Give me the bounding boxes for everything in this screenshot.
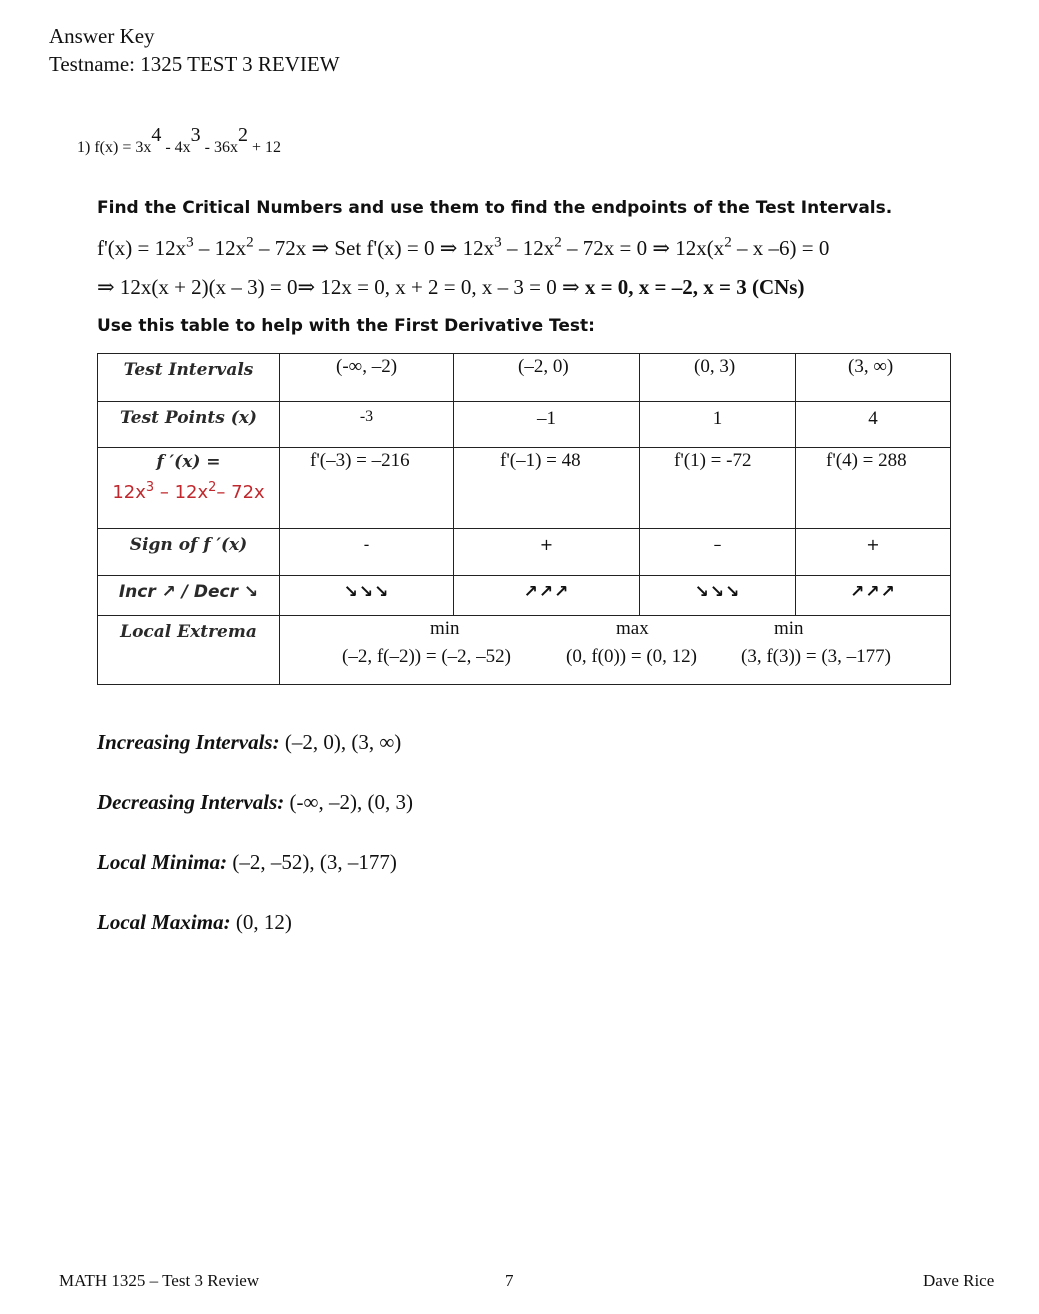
footer-author: Dave Rice [923, 1271, 995, 1290]
table-instruction: Use this table to help with the First Derivative Test: [97, 316, 595, 336]
label-test-intervals: Test Intervals [98, 354, 280, 402]
test-point-cell: 4 [796, 402, 951, 448]
local-minima: Local Minima: (–2, –52), (3, –177) [97, 850, 397, 874]
label-test-points: Test Points (x) [98, 402, 280, 448]
problem-function: $f(x) = 3x^4 - 4x^3 - 36x^2 + 12$ [94, 124, 282, 156]
extremum-point: (–2, f(–2)) = (–2, –52) [342, 646, 512, 667]
label-sign: Sign of f ′(x) [98, 529, 280, 576]
table-row-sign [98, 529, 951, 576]
increasing-intervals: Increasing Intervals: (–2, 0), (3, ∞) [97, 730, 402, 754]
label-incr-decr: Incr ↗ / Decr ↘ [98, 576, 280, 616]
table-row-extrema [98, 616, 951, 685]
derivative-work-line2: ⇒ 12x(x + 2)(x – 3) = 0⇒ 12x = 0, x + 2 = 0, x – 3 = 0 ⇒ x = 0, x = –2, x = 3 (CNs) [97, 275, 805, 299]
answer-key-title: Answer Key [49, 24, 155, 48]
label-local-extrema: Local Extrema [98, 616, 280, 685]
fprime-label: f ′(x) = [156, 452, 221, 472]
fprime-expression: $12x^3 - 12x^2-$ 72x [112, 479, 265, 503]
test-point-cell: -3 [280, 402, 454, 448]
page-number: 7 [505, 1271, 514, 1290]
label-fprime [98, 448, 280, 529]
direction-arrows-cell: ↘↘↘ [640, 576, 796, 616]
sign-cell: - [280, 529, 454, 576]
fprime-value-cell: f'(1) = -72 [640, 448, 796, 529]
problem-statement [77, 124, 282, 157]
direction-arrows-cell: ↗↗↗ [796, 576, 951, 616]
interval-cell: (3, ∞) [796, 354, 951, 402]
fprime-value-cell: f'(4) = 288 [796, 448, 951, 529]
table-row-intervals [98, 354, 951, 402]
extremum-point: (3, f(3)) = (3, –177) [741, 646, 892, 667]
sign-cell: + [796, 529, 951, 576]
decreasing-intervals: Decreasing Intervals: (-∞, –2), (0, 3) [97, 790, 413, 814]
table-row-fprime [98, 448, 951, 529]
direction-arrows-cell: ↗↗↗ [454, 576, 640, 616]
test-name: Testname: 1325 TEST 3 REVIEW [49, 52, 340, 76]
extremum-point: (0, f(0)) = (0, 12) [566, 646, 698, 667]
extremum-type: min [774, 618, 804, 639]
extremum-type: min [430, 618, 460, 639]
table-row-points [98, 402, 951, 448]
sign-cell: – [640, 529, 796, 576]
test-point-cell: –1 [454, 402, 640, 448]
fprime-value-cell: f'(–1) = 48 [454, 448, 640, 529]
fprime-value-cell: f'(–3) = –216 [280, 448, 454, 529]
sign-cell: + [454, 529, 640, 576]
table-row-incr-decr [98, 576, 951, 616]
interval-cell: (–2, 0) [454, 354, 640, 402]
extremum-type: max [616, 618, 649, 639]
local-maxima: Local Maxima: (0, 12) [97, 910, 292, 934]
footer-course: MATH 1325 – Test 3 Review [59, 1271, 260, 1290]
critical-numbers-instruction: Find the Critical Numbers and use them to find the endpoints of the Test Intervals. [97, 198, 893, 218]
interval-cell: (0, 3) [640, 354, 796, 402]
direction-arrows-cell: ↘↘↘ [280, 576, 454, 616]
critical-numbers: x = 0, x = –2, x = 3 (CNs) [584, 275, 805, 299]
derivative-work-line1: $f'(x) = 12x^3 - 12x^2 - 72x$ ⇒ Set f'(x) = 0 ⇒ $12x^3 - 12x^2 - 72x = 0$ ⇒ $12x(x^2$ – x –6) = 0 [97, 234, 830, 260]
test-point-cell: 1 [640, 402, 796, 448]
problem-number: 1) [77, 139, 91, 156]
extrema-cell [280, 616, 951, 685]
first-derivative-test-table [97, 353, 951, 685]
interval-cell: (-∞, –2) [280, 354, 454, 402]
